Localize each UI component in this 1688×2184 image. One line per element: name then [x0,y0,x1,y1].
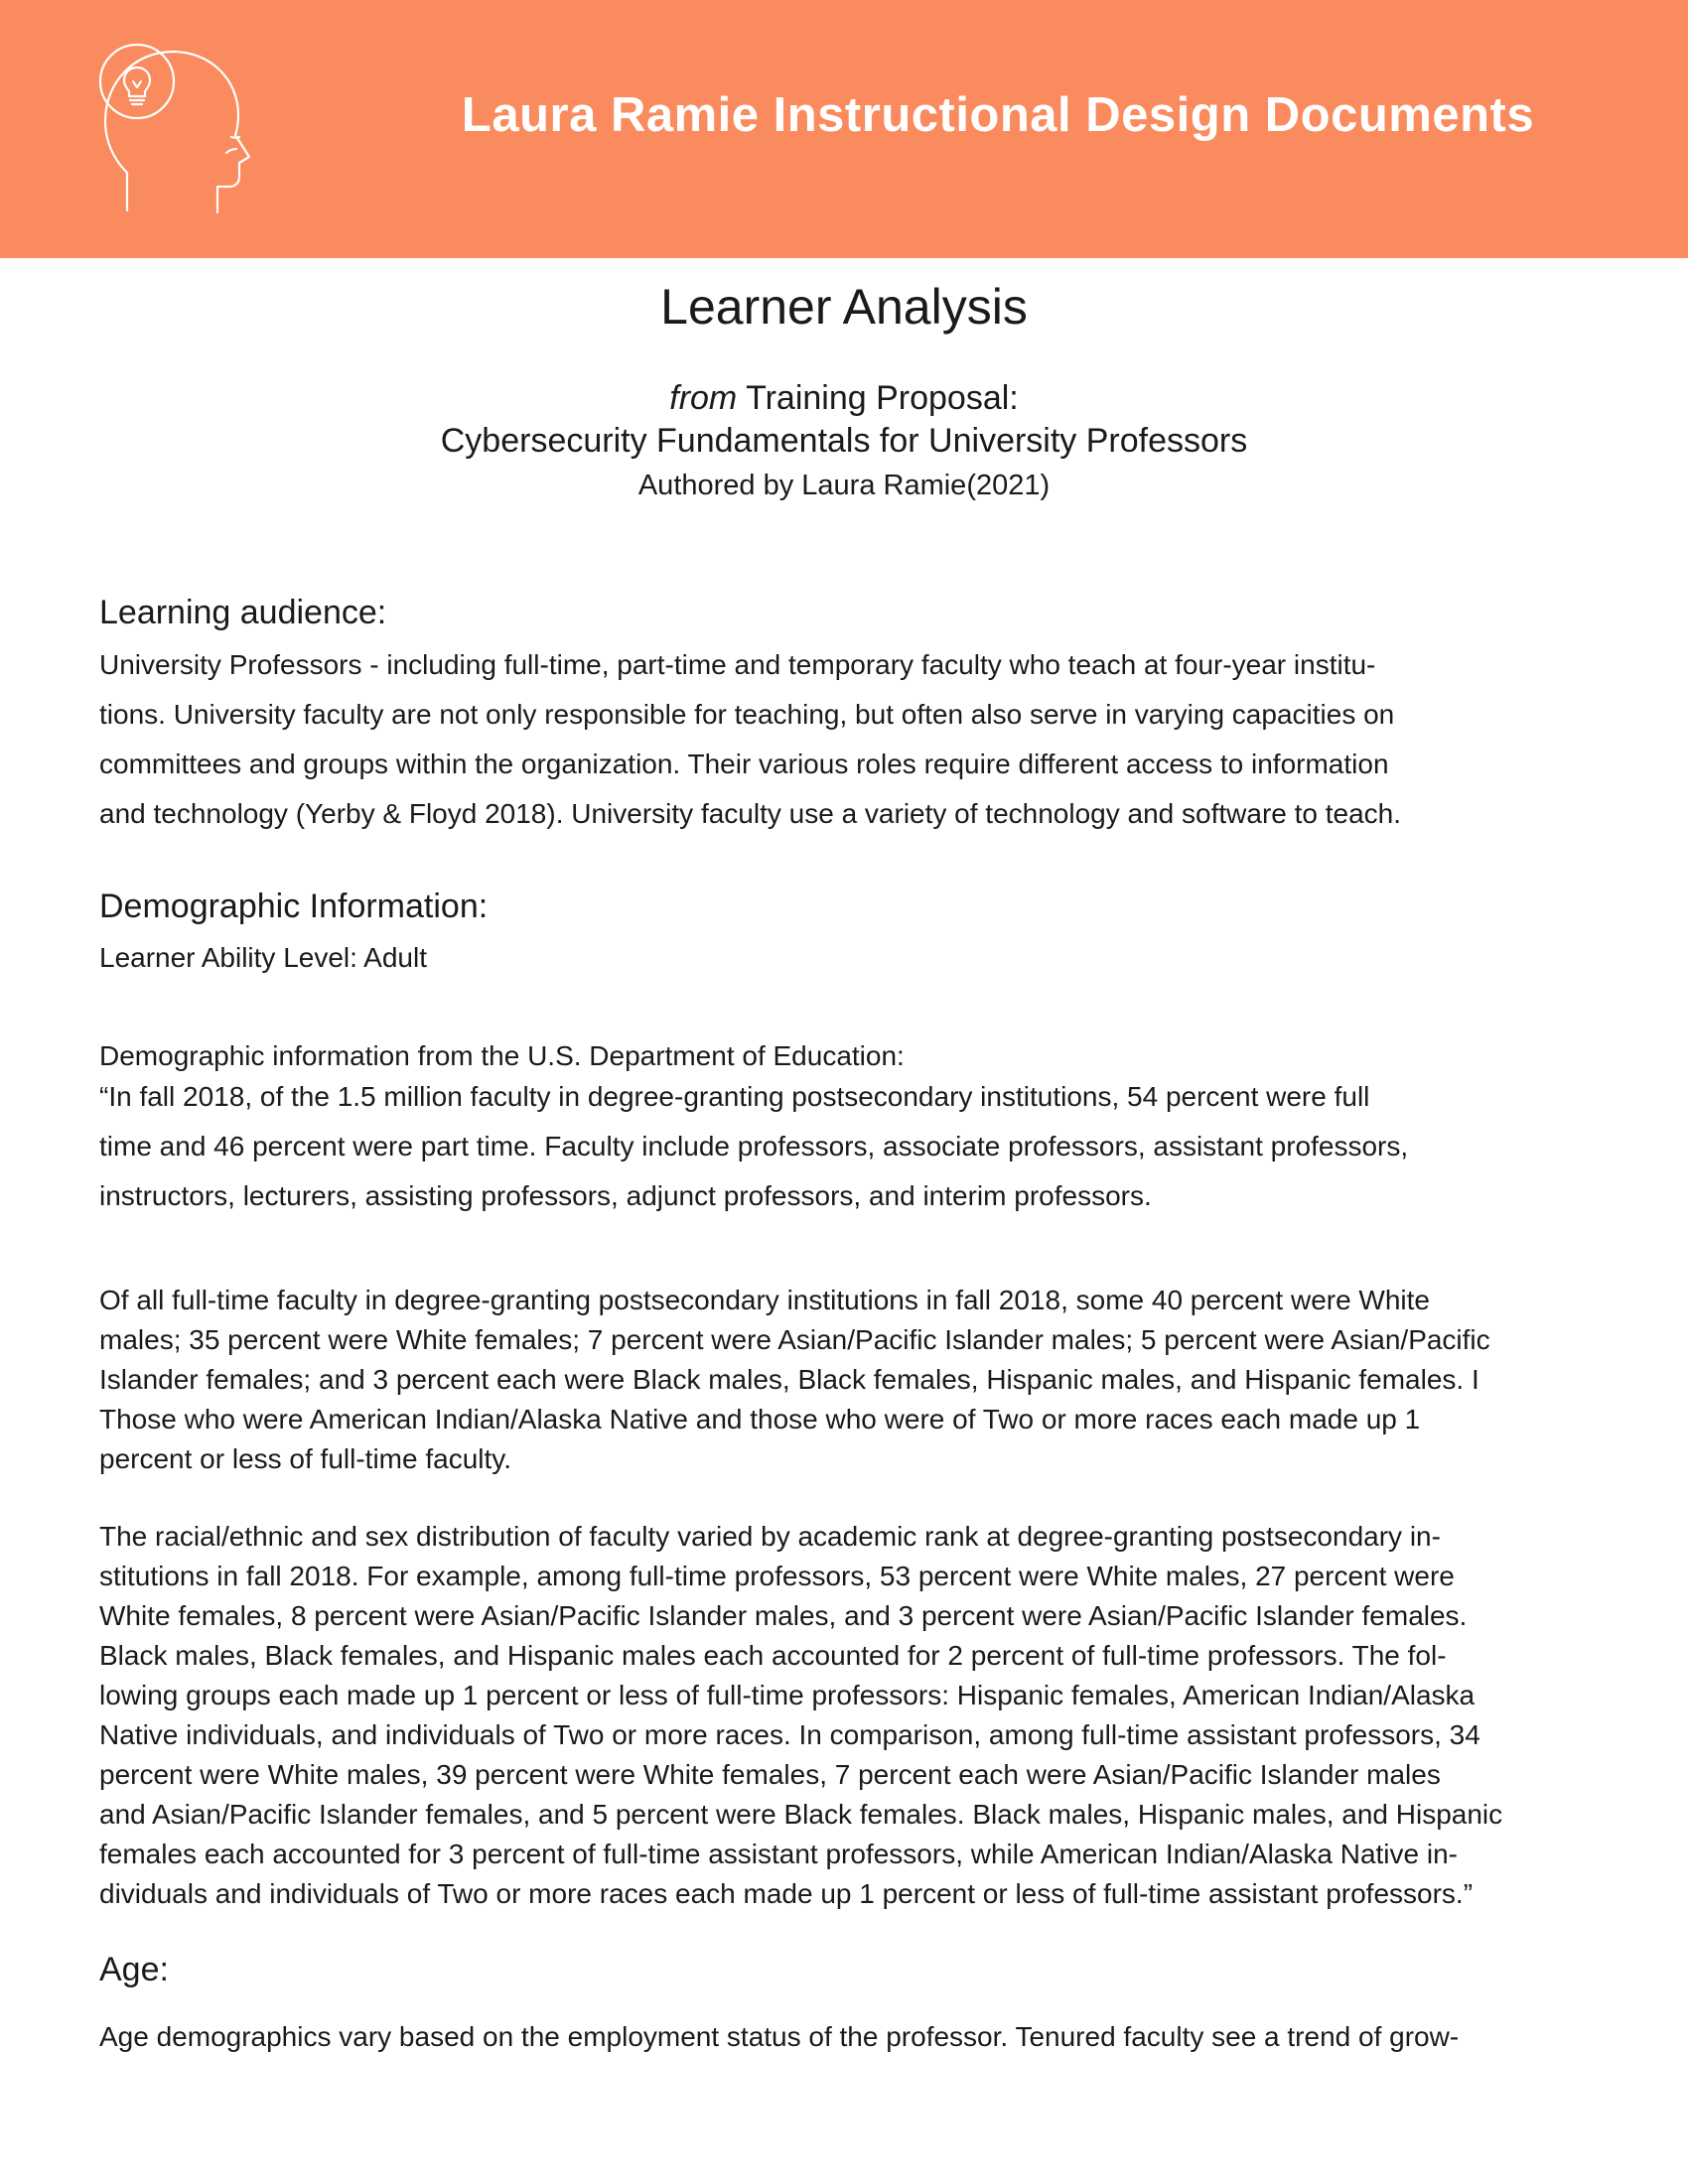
paragraph-line: stitutions in fall 2018. For example, among full-time professors, 53 percent were White males, 27 percent were [99,1561,1455,1591]
demographic-source [99,1040,1589,1221]
paragraph-line: Native individuals, and individuals of Two or more races. In comparison, among full-time assistant professors, 34 [99,1719,1480,1750]
learning-audience-paragraph [99,640,1589,839]
paragraph-line: and technology (Yerby & Floyd 2018). University faculty use a variety of technology and software to teach. [99,798,1402,829]
age-section [99,1951,1589,2053]
learning-audience-heading: Learning audience: [99,594,387,631]
paragraph-line: Those who were American Indian/Alaska Native and those who were of Two or more races each made up 1 [99,1404,1421,1434]
source-label: Training Proposal: [746,379,1019,417]
paragraph-line: and Asian/Pacific Islander females, and 5 percent were Black females. Black males, Hispanic males, and Hispanic [99,1799,1503,1830]
quote-paragraph-3 [99,1517,1589,1914]
demographics-section [99,887,1589,974]
age-heading: Age: [99,1951,169,1988]
paragraph-line: dividuals and individuals of Two or more races each made up 1 percent or less of full-time assistant professors.” [99,1878,1474,1909]
paragraph-line: The racial/ethnic and sex distribution of faculty varied by academic rank at degree-granting postsecondary in- [99,1521,1441,1552]
quote-paragraph-2 [99,1281,1589,1479]
paragraph-line: lowing groups each made up 1 percent or less of full-time professors: Hispanic females, American Indian/Alaska [99,1680,1476,1710]
paragraph-line: Black males, Black females, and Hispanic males each accounted for 2 percent of full-time professors. The fol- [99,1640,1447,1671]
quote-paragraph-1 [99,1072,1589,1221]
paragraph-line: White females, 8 percent were Asian/Pacific Islander males, and 3 percent were Asian/Pacific Islander females. [99,1600,1468,1631]
head-lightbulb-icon [87,30,256,218]
author-line: Authored by Laura Ramie(2021) [637,470,1051,501]
demographics-heading: Demographic Information: [99,887,489,925]
paragraph-line: time and 46 percent were part time. Faculty include professors, associate professors, assistant professors, [99,1131,1409,1161]
paragraph-line: tions. University faculty are not only responsible for teaching, but often also serve in varying capacities on [99,699,1395,730]
document-title: Laura Ramie Instructional Design Documents [461,88,1535,142]
paragraph-line: males; 35 percent were White females; 7 percent were Asian/Pacific Islander males; 5 percent were Asian/Pacific [99,1324,1490,1355]
paragraph-line: percent or less of full-time faculty. [99,1443,511,1474]
paragraph-line: committees and groups within the organization. Their various roles require different access to information [99,749,1389,779]
from-word: from [669,379,738,417]
ability-level: Learner Ability Level: Adult [99,942,427,973]
paragraph-line: Islander females; and 3 percent each were Black males, Black females, Hispanic males, and Hispanic females. I [99,1364,1479,1395]
page-title: Learner Analysis [660,279,1028,335]
course-title: Cybersecurity Fundamentals for University Professors [440,422,1248,460]
paragraph-line: Of all full-time faculty in degree-granting postsecondary institutions in fall 2018, some 40 percent were White [99,1285,1431,1315]
header-banner [0,0,1688,258]
paragraph-line: University Professors - including full-time, part-time and temporary faculty who teach at four-year institu- [99,649,1376,680]
learning-audience-section [99,594,1589,839]
source-intro: Demographic information from the U.S. Department of Education: [99,1040,905,1071]
paragraph-line: “In fall 2018, of the 1.5 million faculty in degree-granting postsecondary institutions, 54 percent were full [99,1081,1370,1112]
age-paragraph: Age demographics vary based on the employment status of the professor. Tenured faculty see a trend of grow- [99,2021,1460,2052]
source-line [0,379,1688,418]
paragraph-line: females each accounted for 3 percent of full-time assistant professors, while American Indian/Alaska Native in- [99,1839,1458,1869]
paragraph-line: instructors, lecturers, assisting professors, adjunct professors, and interim professors. [99,1180,1152,1211]
paragraph-line: percent were White males, 39 percent were White females, 7 percent each were Asian/Pacific Islander males [99,1759,1441,1790]
